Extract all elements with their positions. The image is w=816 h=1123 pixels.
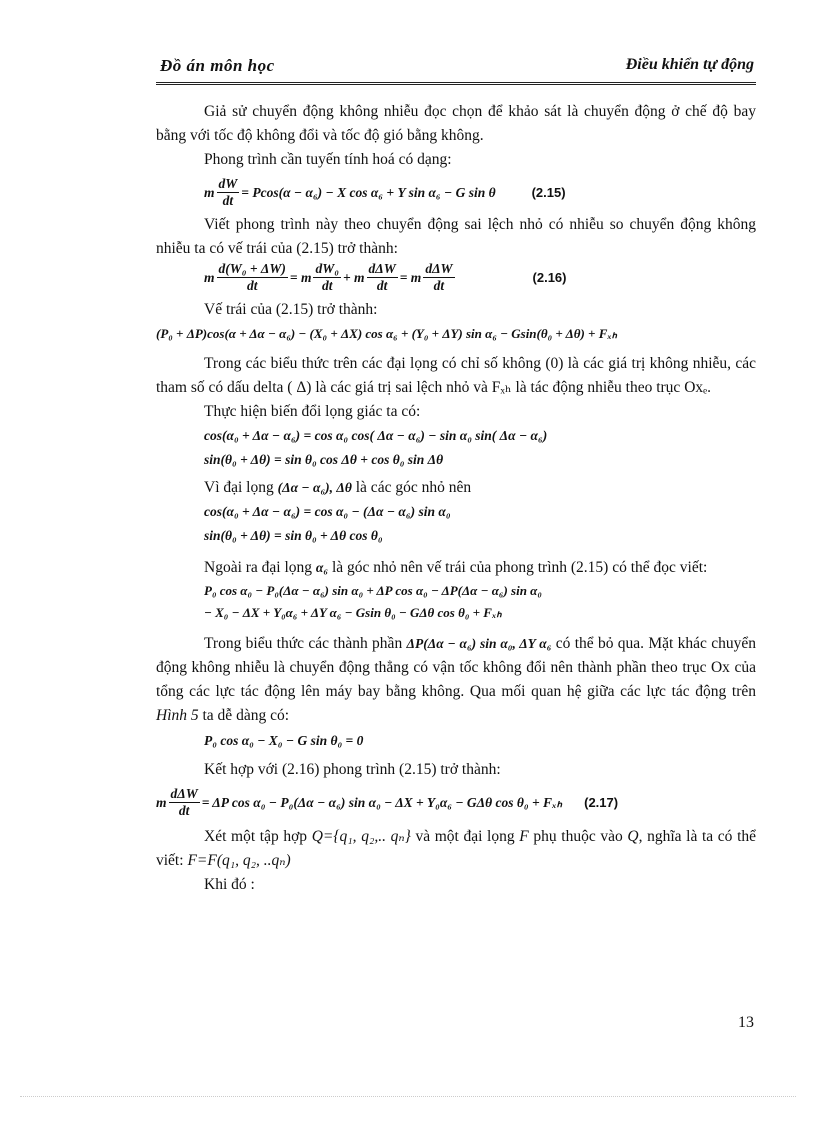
equation-tag: (2.17) xyxy=(584,794,619,810)
equation-trig-1: cos(α₀ + Δα − α₆) = cos α₀ cos( Δα − α₆) − sin α₀ sin( Δα − α₆) xyxy=(204,428,548,443)
page-number: 13 xyxy=(738,1014,754,1031)
header-divider xyxy=(156,82,756,85)
paragraph-9: Trong biểu thức các thành phần ΔP(Δα − α₆) sin α₀, ΔY α₆ có thể bỏ qua. Mặt khác chuyển động không nhiễu là chuyển động thẳng có vận tốc không đổi nên thành phần theo trục Ox của tổng các lực tác động lên máy bay bằng không. Qua mối quan hệ giữa các lực tác động trên Hình 5 ta dễ dàng có: xyxy=(156,635,757,724)
paragraph-6: Thực hiện biến đổi lọng giác ta có: xyxy=(204,403,421,420)
paragraph-3: Viết phong trình này theo chuyển động sai lệch nhỏ có nhiễu so chuyển động không nhiễu ta có vế trái của (2.15) trở thành: xyxy=(156,216,756,257)
equation-small-1: cos(α₀ + Δα − α₆) = cos α₀ − (Δα − α₆) sin α₀ xyxy=(204,504,451,519)
page-body xyxy=(156,100,756,897)
paragraph-7: Vì đại lọng (Δα − α₆), Δθ là các góc nhỏ nên xyxy=(204,479,472,496)
header-right: Điều khiển tự động xyxy=(625,56,754,73)
paragraph-8: Ngoài ra đại lọng α₆ là góc nhỏ nên vế trái của phong trình (2.15) có thể đọc viết: xyxy=(204,559,708,576)
paragraph-10: Kết hợp với (2.16) phong trình (2.15) trở thành: xyxy=(204,761,501,778)
equation-zero: P₀ cos α₀ − X₀ − G sin θ₀ = 0 xyxy=(204,733,364,748)
header-left: Đồ án môn học xyxy=(160,56,275,75)
paragraph-4: Vế trái của (2.15) trở thành: xyxy=(204,301,378,318)
equation-long-2: − X₀ − ΔX + Y₀α₆ + ΔY α₆ − Gsin θ₀ − GΔθ cos θ₀ + Fₓₕ xyxy=(204,605,502,620)
equation-2-16: m $\frac{\text{d(W₀ + ΔW)}}{dt}$ = m $\frac{\text{dW₀}}{dt}$ + m $\frac{\text{dΔW}}{dt}$ = m $\frac{\text{dΔW}}{dt}$ (2.16) xyxy=(204,261,567,293)
paragraph-5: Trong các biểu thức trên các đại lọng có chỉ số không (0) là các giá trị không nhiễu, các tham số có dấu delta ( Δ) là các giá trị sai lệch nhỏ và Fₓₕ là tác động nhiễu theo trục Oxₑ. xyxy=(156,355,756,396)
paragraph-1: Giả sử chuyển động không nhiễu đọc chọn để khảo sát là chuyển động ở chế độ bay bằng với tốc độ không đổi và tốc độ gió bằng không. xyxy=(156,103,756,144)
equation-long-1: P₀ cos α₀ − P₀(Δα − α₆) sin α₀ + ΔP cos α₀ − ΔP(Δα − α₆) sin α₀ xyxy=(204,583,542,598)
equation-tag: (2.16) xyxy=(532,269,567,285)
paragraph-11: Xét một tập hợp Q={q₁, q₂,.. qₙ} và một đại lọng F phụ thuộc vào Q, nghĩa là ta có thể viết: F=F(q₁, q₂, ..qₙ) xyxy=(156,828,757,869)
equation-tag: (2.15) xyxy=(531,184,566,200)
footer-divider xyxy=(20,1096,796,1097)
paragraph-2: Phong trình cần tuyến tính hoá có dạng: xyxy=(204,151,452,168)
equation-lhs-expanded: (P₀ + ΔP)cos(α + Δα − α₆) − (X₀ + ΔX) cos α₆ + (Y₀ + ΔY) sin α₆ − Gsin(θ₀ + Δθ) + Fₓₕ xyxy=(156,326,618,341)
fraction: $\frac{dW}{dt}$ xyxy=(218,176,238,208)
paragraph-12: Khi đó : xyxy=(204,876,255,893)
equation-2-17: m $\frac{\text{dΔW}}{dt}$ = ΔP cos α₀ − P₀(Δα − α₆) sin α₀ − ΔX + Y₀α₆ − GΔθ cos θ₀ + Fₓₕ (2.17) xyxy=(156,786,619,818)
equation-2-15: m $\frac{dW}{dt}$ = Pcos(α − α₆) − X cos α₆ + Y sin α₆ − G sin θ (2.15) xyxy=(204,176,566,208)
equation-trig-2: sin(θ₀ + Δθ) = sin θ₀ cos Δθ + cos θ₀ sin Δθ xyxy=(204,452,444,467)
equation-small-2: sin(θ₀ + Δθ) = sin θ₀ + Δθ cos θ₀ xyxy=(204,528,383,543)
